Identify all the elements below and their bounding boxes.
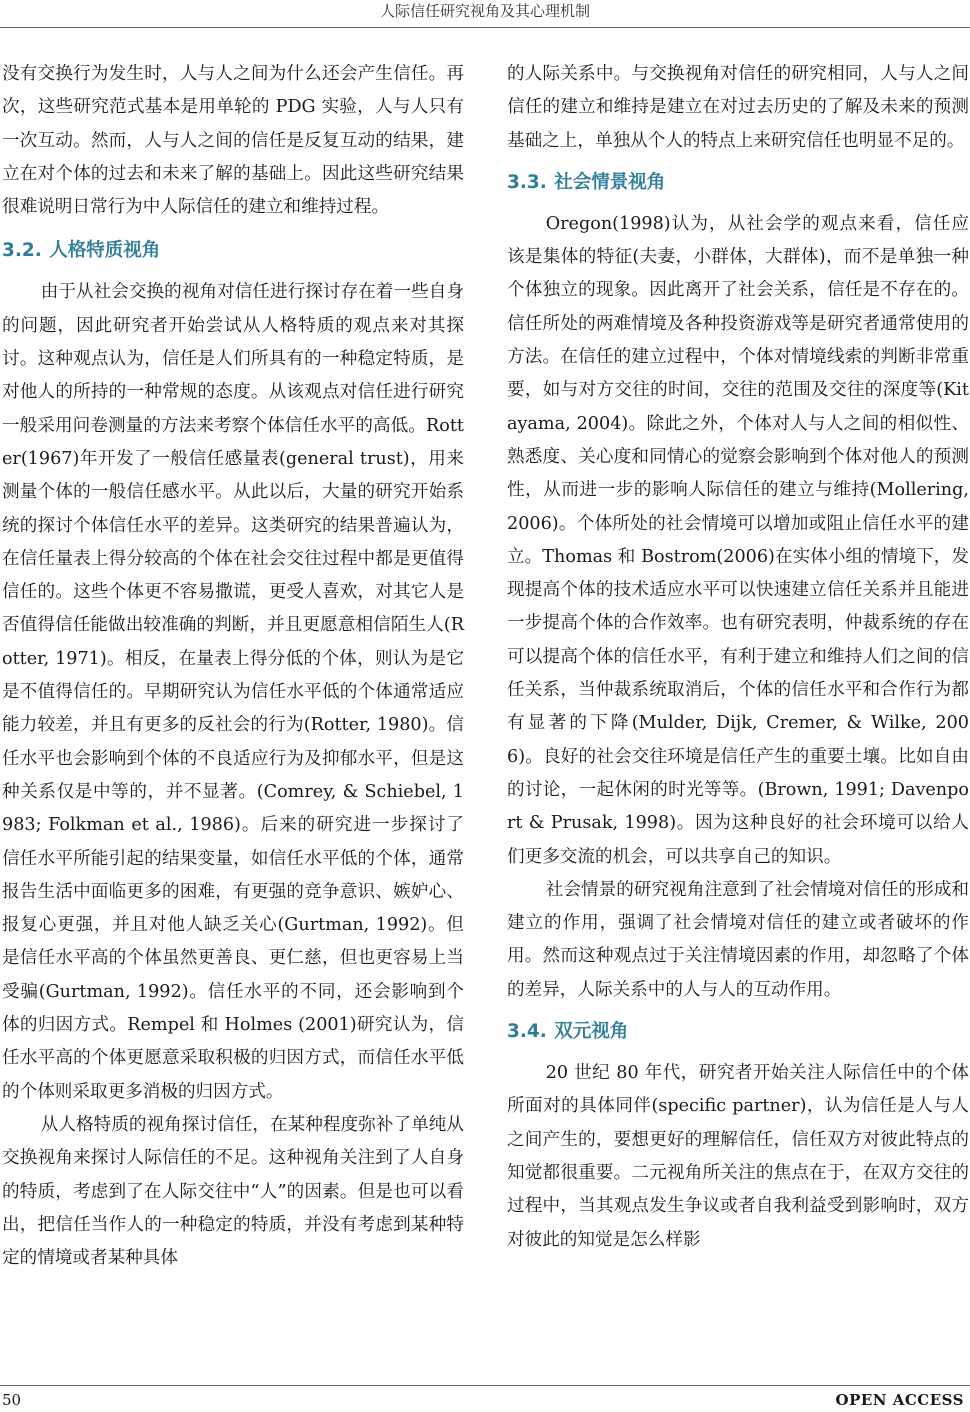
- open-access-label: OPEN ACCESS: [835, 1391, 964, 1409]
- footer-rule: [0, 1385, 970, 1386]
- header-rule: [0, 27, 970, 28]
- paragraph-continued: 没有交换行为发生时，人与人之间为什么还会产生信任。再次，这些研究范式基本是用单轮的 PDG 实验，人与人只有一次互动。然而，人与人之间的信任是反复互动的结果，建立在对个体的过去和未来了解的基础上。因此这些研究结果很难说明日常行为中人际信任的建立和维持过程。: [2, 64, 464, 218]
- section-heading-3-4: [507, 1017, 969, 1047]
- right-column: [507, 58, 969, 1257]
- paragraph-personality-summary: 从人格特质的视角探讨信任，在某种程度弥补了单纯从交换视角来探讨人际信任的不足。这种视角关注到了人自身的特质，考虑到了在人际交往中“人”的因素。但是也可以看出，把信任当作人的一种稳定的特质，并没有考虑到某种特定的情境或者某种具体: [2, 1114, 464, 1269]
- section-title: 双元视角: [554, 1021, 629, 1043]
- section-number: 3.2.: [2, 240, 42, 262]
- paragraph-dyadic: 20 世纪 80 年代，研究者开始关注人际信任中的个体所面对的具体同伴(specific partner)，认为信任是人与人之间产生的，要想更好的理解信任，信任双方对彼此特点的知觉都很重要。二元视角所关注的焦点在于，在双方交往的过程中，当其观点发生争议或者自我利益受到影响时，双方对彼此的知觉是怎么样影: [507, 1063, 969, 1250]
- section-title: 社会情景视角: [554, 171, 666, 193]
- section-heading-3-3: [507, 168, 969, 198]
- paragraph-personality-trait: 由于从社会交换的视角对信任进行探讨存在着一些自身的问题，因此研究者开始尝试从人格特质的观点来对其探讨。这种观点认为，信任是人们所具有的一种稳定特质，是对他人的所持的一种常规的态度。从该观点对信任进行研究一般采用问卷测量的方法来考察个体信任水平的高低。Rotter(1967)年开发了一般信任感量表(general trust)，用来测量个体的一般信任感水平。从此以后，大量的研究开始系统的探讨个体信任水平的差异。这类研究的结果普遍认为，在信任量表上得分较高的个体在社会交往过程中都是更值得信任的。这些个体更不容易撒谎，更受人喜欢，对其它人是否值得信任能做出较准确的判断，并且更愿意相信陌生人(Rotter, 1971)。相反，在量表上得分低的个体，则认为是它是不值得信任的。早期研究认为信任水平低的个体通常适应能力较差，并且有更多的反社会的行为(Rotter, 1980)。信任水平也会影响到个体的不良适应行为及抑郁水平，但是这种关系仅是中等的，并不显著。(Comrey, & Schiebel, 1983; Folkman et al., 1986)。后来的研究进一步探讨了信任水平所能引起的结果变量，如信任水平低的个体，通常报告生活中面临更多的困难，有更强的竞争意识、嫉妒心、报复心更强，并且对他人缺乏关心(Gurtman, 1992)。但是信任水平高的个体虽然更善良、更仁慈，但也更容易上当受骗(Gurtman, 1992)。信任水平的不同，还会影响到个体的归因方式。Rempel 和 Holmes (2001)研究认为，信任水平高的个体更愿意采取积极的归因方式，而信任水平低的个体则采取更多消极的归因方式。: [2, 282, 464, 1102]
- section-number: 3.3.: [507, 171, 547, 193]
- section-heading-3-2: [2, 236, 464, 266]
- paragraph-social-context: Oregon(1998)认为，从社会学的观点来看，信任应该是集体的特征(夫妻，小群体，大群体)，而不是单独一种个体独立的现象。因此离开了社会关系，信任是不存在的。信任所处的两难情境及各种投资游戏等是研究者通常使用的方法。在信任的建立过程中，个体对情境线索的判断非常重要，如与对方交往的时间，交往的范围及交往的深度等(Kitayama, 2004)。除此之外，个体对人与人之间的相似性、熟悉度、关心度和同情心的觉察会影响到个体对他人的预测性，从而进一步的影响人际信任的建立与维持(Mollering, 2006)。个体所处的社会情境可以增加或阻止信任水平的建立。Thomas 和 Bostrom(2006)在实体小组的情境下，发现提高个体的技术适应水平可以快速建立信任关系并且能进一步提高个体的合作效率。也有研究表明，仲裁系统的存在可以提高个体的信任水平，有利于建立和维持人们之间的信任关系，当仲裁系统取消后，个体的信任水平和合作行为都有显著的下降(Mulder, Dijk, Cremer, & Wilke, 2006)。良好的社会交往环境是信任产生的重要土壤。比如自由的讨论，一起休闲的时光等等。(Brown, 1991; Davenport & Prusak, 1998)。因为这种良好的社会环境可以给人们更多交流的机会，可以共享自己的知识。: [507, 213, 969, 867]
- paragraph-social-context-summary: 社会情景的研究视角注意到了社会情境对信任的形成和建立的作用，强调了社会情境对信任的建立或者破坏的作用。然而这种观点过于关注情境因素的作用，却忽略了个体的差异，人际关系中的人与人的互动作用。: [507, 879, 969, 1000]
- left-column: [2, 58, 464, 1275]
- paragraph-continued-right: 的人际关系中。与交换视角对信任的研究相同，人与人之间信任的建立和维持是建立在对过去历史的了解及未来的预测基础之上，单独从个人的特点上来研究信任也明显不足的。: [507, 64, 969, 151]
- page-number: 50: [2, 1391, 22, 1409]
- section-number: 3.4.: [507, 1021, 547, 1043]
- section-title: 人格特质视角: [49, 240, 161, 262]
- running-title: 人际信任研究视角及其心理机制: [379, 2, 590, 20]
